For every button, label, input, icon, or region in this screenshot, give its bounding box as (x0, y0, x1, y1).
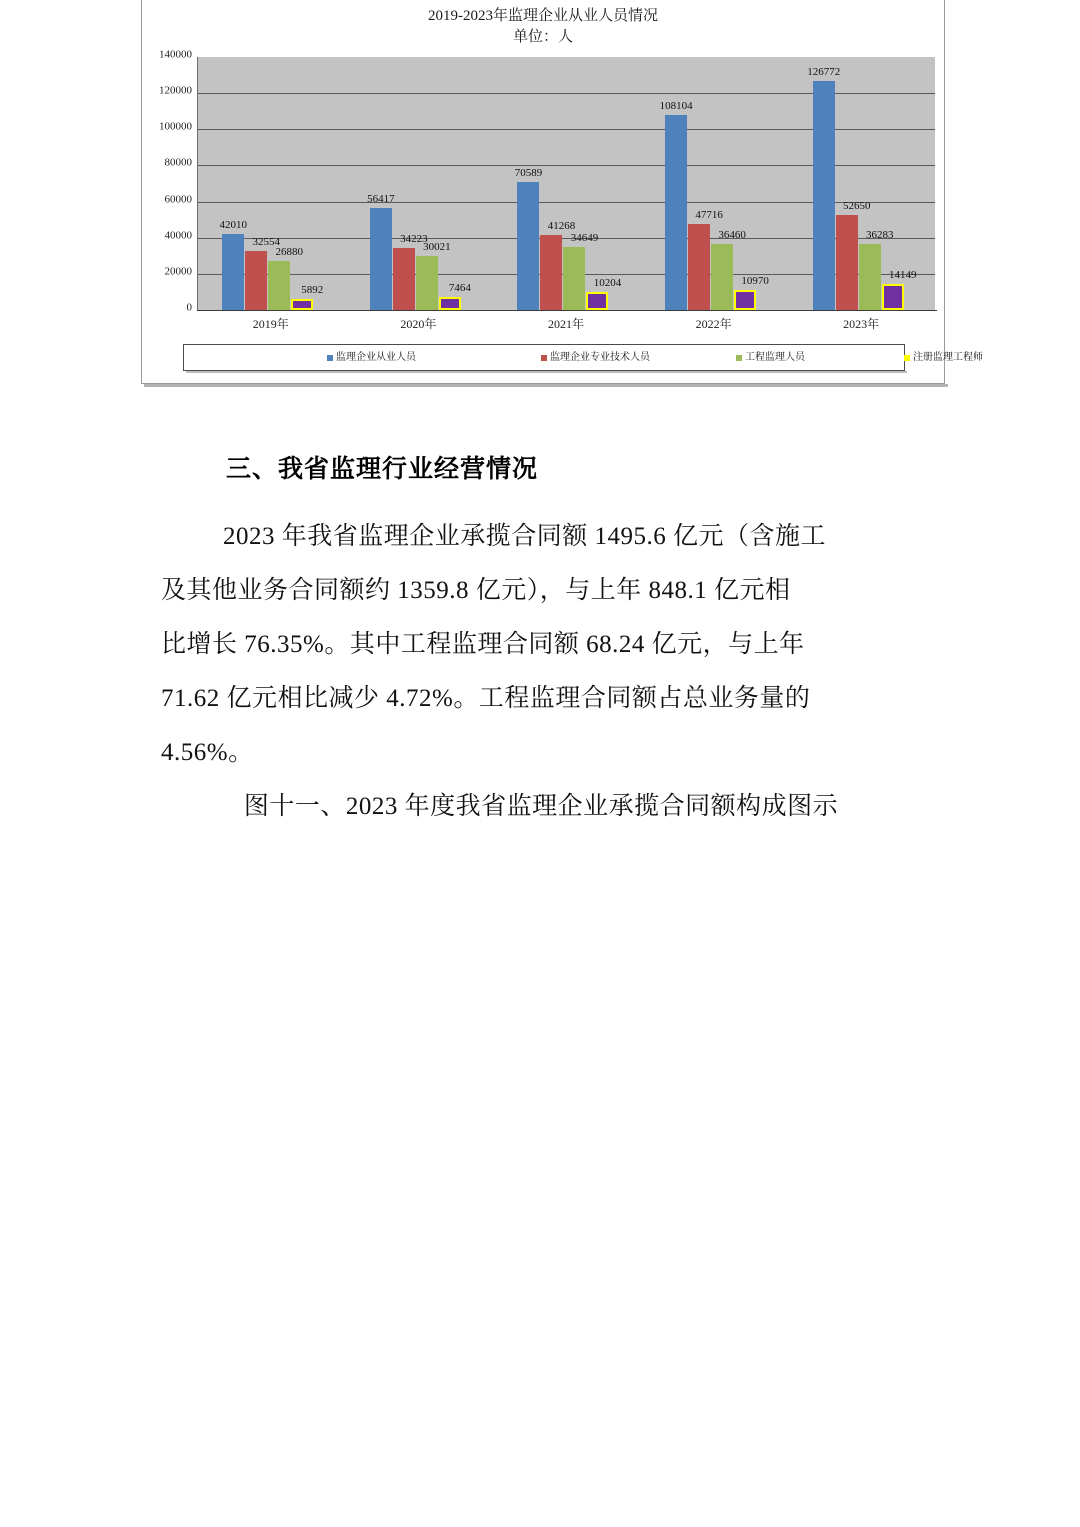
x-axis-tick-label: 2021年 (547, 317, 585, 331)
body-paragraph (161, 510, 921, 780)
bar-value-label: 26880 (275, 246, 304, 259)
legend-label: 监理企业从业人员 (336, 351, 416, 363)
bar-value-label: 47716 (695, 208, 723, 221)
bar-group (493, 57, 641, 310)
bar-group (641, 57, 789, 310)
bar (416, 256, 438, 310)
legend-swatch-icon (736, 355, 742, 361)
bar (882, 284, 904, 310)
x-axis-tick-label: 2022年 (695, 317, 732, 331)
bar-value-label: 42010 (219, 219, 248, 232)
bar-value-label: 10970 (741, 275, 769, 288)
bar (665, 115, 687, 310)
bar (711, 244, 733, 310)
bar (245, 251, 267, 310)
y-axis-tick-label: 0 (186, 301, 192, 314)
bar-value-label: 108104 (659, 99, 693, 112)
bar-value-label: 36460 (718, 229, 746, 242)
x-axis-labels (197, 317, 935, 337)
legend-label: 注册监理工程师 (913, 351, 983, 363)
paragraph-line: 4.56%。 (161, 739, 254, 766)
bar (393, 248, 415, 310)
bar (688, 224, 710, 310)
bar (859, 244, 881, 310)
bar (370, 208, 392, 310)
bar (734, 290, 756, 310)
legend-label: 监理企业专业技术人员 (550, 351, 650, 363)
legend-item (327, 352, 416, 364)
legend-swatch-icon (541, 355, 547, 361)
bar-value-label: 34223 (400, 233, 428, 246)
bar-value-label: 36283 (865, 229, 894, 242)
bar-group (198, 57, 346, 310)
bar (222, 234, 244, 310)
section-heading: 三、我省监理行业经营情况 (226, 454, 539, 483)
bar-value-label: 34649 (570, 232, 599, 245)
y-axis-tick-label: 20000 (164, 265, 192, 278)
legend-swatch-icon (327, 355, 333, 361)
bar-value-label: 5892 (301, 284, 324, 297)
legend-label: 工程监理人员 (745, 351, 805, 363)
bar-value-label: 41268 (547, 220, 576, 233)
y-axis-tick-label: 80000 (164, 156, 192, 169)
x-axis-tick-label: 2019年 (252, 317, 289, 331)
x-axis-tick-label: 2023年 (843, 317, 880, 331)
bar (268, 261, 290, 310)
bar (540, 235, 562, 310)
bar-value-label: 52650 (842, 199, 871, 212)
legend-item (736, 352, 805, 364)
bar-value-label: 32554 (252, 236, 281, 249)
legend-item (904, 352, 983, 364)
bar (439, 297, 461, 310)
bar-value-label: 70589 (514, 167, 543, 180)
y-axis (142, 47, 192, 318)
plot-wrapper (142, 48, 946, 331)
bar (586, 292, 608, 310)
legend-swatch-icon (904, 355, 910, 361)
bar (836, 215, 858, 310)
bar (813, 81, 835, 310)
paragraph-line: 比增长 76.35%。其中工程监理合同额 68.24 亿元，与上年 (161, 631, 805, 658)
x-axis-tick-label: 2020年 (400, 317, 437, 331)
bar (291, 299, 313, 310)
bar-value-label: 10204 (593, 276, 622, 289)
bar-group (788, 57, 936, 310)
chart-legend (183, 344, 983, 371)
bar-group (346, 57, 494, 310)
bar-value-label: 14149 (888, 269, 917, 282)
bar-value-label: 7464 (448, 281, 471, 294)
bar-value-label: 30021 (423, 240, 451, 253)
legend-item (541, 352, 650, 364)
paragraph-line: 2023 年我省监理企业承揽合同额 1495.6 亿元（含施工 (223, 523, 827, 550)
bar-value-label: 126772 (807, 65, 841, 78)
y-axis-tick-label: 120000 (159, 84, 192, 97)
x-axis-line (197, 310, 937, 311)
bar (563, 247, 585, 310)
chart-subtitle: 单位：人 (512, 29, 573, 45)
y-axis-tick-label: 100000 (159, 120, 192, 133)
paragraph-line: 及其他业务合同额约 1359.8 亿元），与上年 848.1 亿元相 (161, 577, 791, 604)
paragraph-line: 71.62 亿元相比减少 4.72%。工程监理合同额占总业务量的 (161, 685, 811, 712)
y-axis-tick-label: 140000 (159, 48, 192, 61)
plot-area (197, 57, 935, 310)
y-axis-tick-label: 60000 (164, 193, 192, 206)
y-axis-tick-label: 40000 (164, 229, 192, 242)
figure-caption: 图十一、2023 年度我省监理企业承揽合同额构成图示 (243, 793, 839, 820)
bar (517, 182, 539, 310)
chart-title: 2019-2023年监理企业从业人员情况 (428, 8, 658, 24)
bar-value-label: 56417 (367, 193, 395, 206)
chart-container (141, 0, 983, 384)
